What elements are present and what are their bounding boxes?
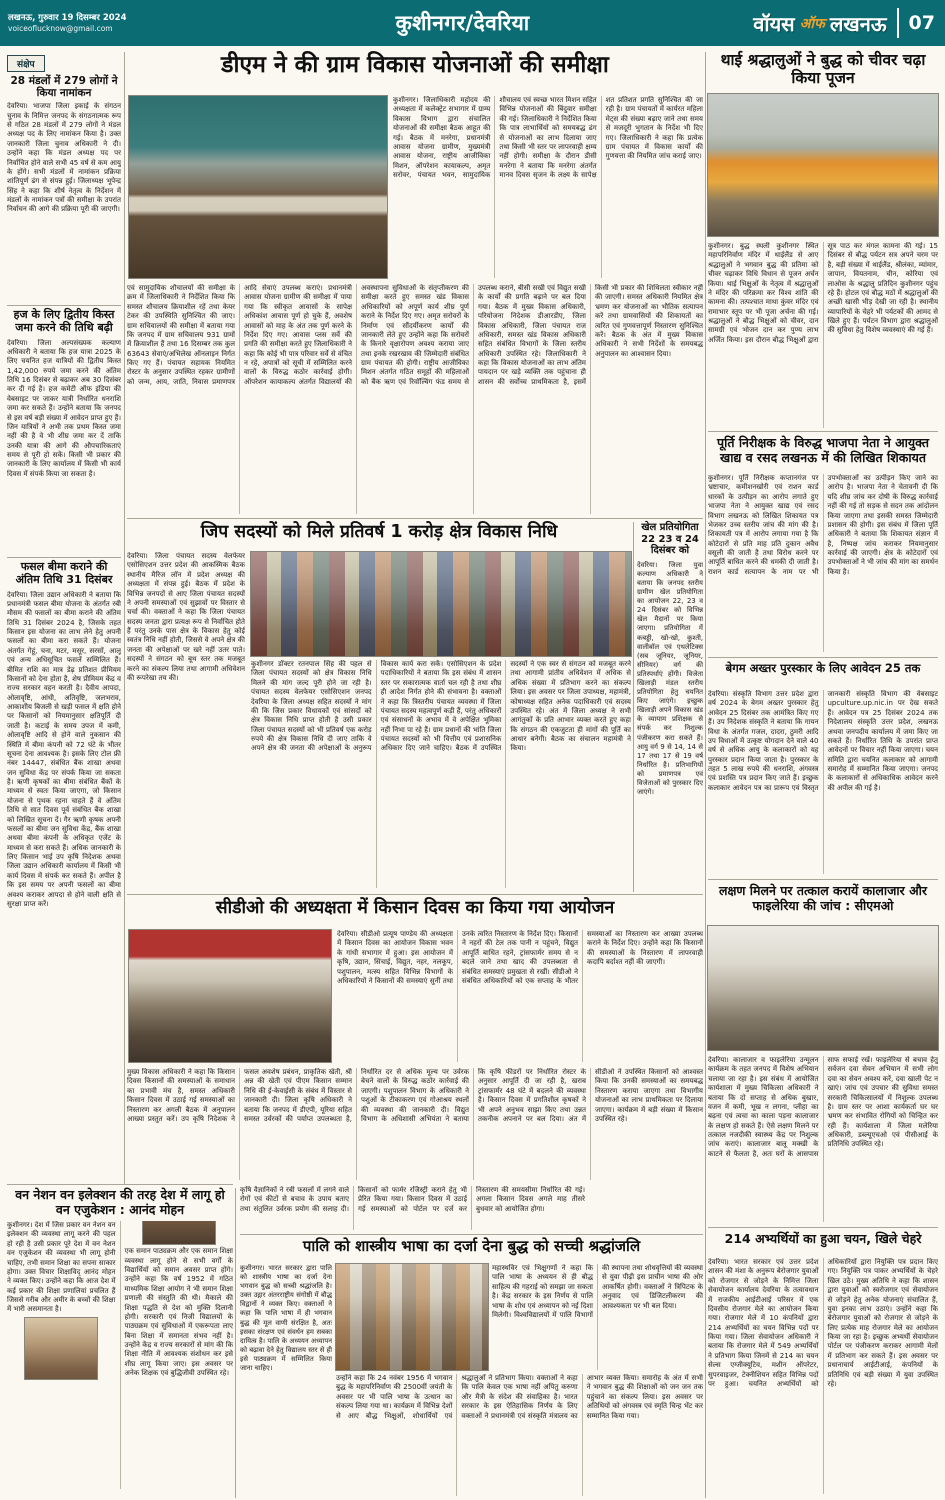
divider (240, 1234, 703, 1235)
haj-headline: हज के लिए द्वितीय किस्त जमा करने की तिथि बढ़ी (13, 308, 115, 334)
kisan-body-more: मुख्य विकास अधिकारी ने कहा कि किसान दिवस किसानों की समस्याओं के समाधान का प्रभावी मंच है, समस्त अधिकारी किसान दिवस में उठाई गई समस्याओं का निस्तारण कर अगली बैठक में अनुपालन आख्या प्रस्तुत करें। उप कृषि निदेशक ने फसल अवशेष प्रबंधन, प्राकृतिक खेती, श्री अन्न की खेती एवं पीएम किसान सम्मान निधि की ई-केवाईसी के संबंध में विस्तार से जानकारी दी। जिला कृषि अधिकारी ने बताया कि जनपद में डीएपी, यूरिया सहित समस्त उर्वरकों की पर्याप्त उपलब्धता है, निर्धारित दर से अधिक मूल्य पर उर्वरक बेचने वालों के विरुद्ध कठोर कार्रवाई की जाएगी। पशुपालन विभाग के अधिकारी ने पशुओं के टीकाकरण एवं गोआश्रय स्थलों की व्यवस्था की जानकारी दी। विद्युत विभाग के अधिशासी अभियंता ने बताया कि कृषि फीडरों पर निर्धारित रोस्टर के अनुसार आपूर्ति दी जा रही है, खराब ट्रांसफार्मर 48 घंटे में बदलने की व्यवस्था है। किसान दिवस में प्रगतिशील कृषकों ने भी अपने अनुभव साझा किए तथा उन्नत तकनीक अपनाने पर बल दिया। अंत में सीडीओ ने उपस्थित किसानों को आश्वस्त किया कि उनकी समस्याओं का समयबद्ध निस्तारण कराया जाएगा तथा विभागीय योजनाओं का लाभ प्राथमिकता पर दिलाया जाएगा। कार्यक्रम में बड़ी संख्या में किसान उपस्थित रहे। (127, 1068, 703, 1123)
zip-body-more: कुशीनगर डॉक्टर रतनपाल सिंह की पहल से जिला पंचायत सदस्यों को क्षेत्र विकास निधि मिलने की मांग जल्द पूरी होने जा रही है। पंचायत सदस्य वेलफेयर एसोसिएशन जनपद देवरिया के जिला अध्यक्ष सहित सदस्यों ने मांग की कि जिस प्रकार विधायकों एवं सांसदों को क्षेत्र विकास निधि प्राप्त होती है उसी प्रकार जिला पंचायत सदस्यों को भी प्रतिवर्ष एक करोड़ रुपये की क्षेत्र विकास निधि दी जाए ताकि वे अपने क्षेत्र की जनता की अपेक्षाओं के अनुरूप विकास कार्य करा सकें। एसोसिएशन के प्रदेश पदाधिकारियों ने बताया कि इस संबंध में शासन स्तर पर सकारात्मक वार्ता चल रही है तथा शीघ्र ही आदेश निर्गत होने की संभावना है। वक्ताओं ने कहा कि त्रिस्तरीय पंचायत व्यवस्था में जिला पंचायत सदस्य महत्वपूर्ण कड़ी हैं, परंतु अधिकारों एवं संसाधनों के अभाव में वे अपेक्षित भूमिका नहीं निभा पा रहे हैं। ग्राम प्रधानों की भांति जिला पंचायत सदस्यों को भी वित्तीय एवं प्रशासनिक अधिकार दिए जाने चाहिए। बैठक में उपस्थित सदस्यों ने एक स्वर से संगठन को मजबूत करने तथा आगामी प्रांतीय अधिवेशन में अधिक से अधिक संख्या में प्रतिभाग करने का संकल्प लिया। इस अवसर पर जिला उपाध्यक्ष, महामंत्री, कोषाध्यक्ष सहित अनेक पदाधिकारी एवं सदस्य उपस्थित रहे। अंत में जिला अध्यक्ष ने सभी आगंतुकों के प्रति आभार व्यक्त करते हुए कहा कि संगठन की एकजुटता ही मांगों की पूर्ति का आधार बनेगी। बैठक का संचालन महामंत्री ने किया। (251, 660, 631, 753)
masthead (753, 8, 945, 38)
masthead-divider (897, 8, 899, 38)
kisan-body-tail: कृषि वैज्ञानिकों ने रबी फसलों में लगने वाले रोगों एवं कीटों से बचाव के उपाय बताए तथा संतुलित उर्वरक प्रयोग की सलाह दी। किसानों को फार्मर रजिस्ट्री कराने हेतु भी प्रेरित किया गया। किसान दिवस में उठाई गई समस्याओं को पोर्टल पर दर्ज कर निस्तारण की समयसीमा निर्धारित की गई। अगला किसान दिवस अगले माह तीसरे बुधवार को आयोजित होगा। (240, 1186, 585, 1213)
divider (633, 522, 634, 892)
one-nation-body (7, 1221, 233, 1489)
divider (7, 305, 121, 306)
divider (124, 52, 125, 1184)
purti-headline: पूर्ति निरीक्षक के विरुद्ध भाजपा नेता ने आयुक्त खाद्य व रसद लखनऊ में की लिखित शिकायत (717, 435, 929, 465)
kisan-headline: सीडीओ की अध्यक्षता में किसान दिवस का किया गया आयोजन (215, 898, 615, 918)
divider (708, 879, 938, 880)
briefs-headline: 28 मंडलों में 279 लोगों ने किया नामांकन (10, 75, 118, 100)
edition-title: कुशीनगर/देवरिया (395, 11, 530, 35)
article-purti-complaint (708, 436, 938, 654)
article-thai-devotees (708, 52, 938, 430)
contact-email: voiceoflucknow@gmail.com (8, 24, 113, 34)
pali-body-more: उन्होंने कहा कि 24 नवंबर 1956 में भगवान बुद्ध के महापरिनिर्वाण की 2500वीं जयंती के अवसर पर भी पालि भाषा के उत्थान का संकल्प लिया गया था। कार्यक्रम में विभिन्न देशों से आए बौद्ध भिक्षुओं, शोधार्थियों एवं श्रद्धालुओं ने प्रतिभाग किया। वक्ताओं ने कहा कि पालि केवल एक भाषा नहीं अपितु करुणा और मैत्री के संदेश की संवाहिका है। भारत सरकार के इस ऐतिहासिक निर्णय के लिए वक्ताओं ने प्रधानमंत्री एवं संस्कृति मंत्रालय का आभार व्यक्त किया। समारोह के अंत में सभी ने भगवान बुद्ध की शिक्षाओं को जन जन तक पहुंचाने का संकल्प लिया। इस अवसर पर अतिथियों को अंगवस्त्र एवं स्मृति चिन्ह भेंट कर सम्मानित किया गया। (336, 1374, 703, 1420)
briefs-section-label: संक्षेप (7, 55, 45, 72)
thai-body: कुशीनगर। बुद्ध स्थली कुशीनगर स्थित महापरिनिर्वाण मंदिर में थाईलैंड से आए श्रद्धालुओं ने भगवान बुद्ध की प्रतिमा को चीवर चढ़ाकर विधि विधान से पूजन अर्चन किया। थाई भिक्षुओं के नेतृत्व में श्रद्धालुओं ने मंदिर की परिक्रमा कर विश्व शांति की कामना की। तत्पश्चात माथा कुंवर मंदिर एवं रामाभार स्तूप पर भी पूजा अर्चना की गई। श्रद्धालुओं ने बौद्ध भिक्षुओं को चीवर, दान सामग्री एवं भोजन दान कर पुण्य लाभ अर्जित किया। इस दौरान बौद्ध भिक्षुओं द्वारा सूत्र पाठ कर मंगल कामना की गई। 15 दिसंबर से बौद्ध पर्यटन सत्र अपने चरम पर है, बड़ी संख्या में थाईलैंड, श्रीलंका, म्यांमार, जापान, वियतनाम, चीन, कोरिया एवं लाओस के श्रद्धालु प्रतिदिन कुशीनगर पहुंच रहे हैं। होटल एवं बौद्ध मठों में श्रद्धालुओं की अच्छी खासी भीड़ देखी जा रही है। स्थानीय व्यापारियों के चेहरे भी पर्यटकों की आमद से खिले हुए हैं। पर्यटन विभाग द्वारा श्रद्धालुओं की सुविधा हेतु विशेष व्यवस्थाएं की गई हैं। (708, 242, 938, 344)
dm-review-meeting-photo (129, 96, 387, 278)
masthead-word-lucknow: लखनऊ (829, 11, 887, 36)
dm-body-lead: कुशीनगर। जिलाधिकारी महोदय की अध्यक्षता में कलेक्ट्रेट सभागार में ग्राम्य विकास विभाग द्वारा संचालित योजनाओं की समीक्षा बैठक आहूत की गई। बैठक में मनरेगा, प्रधानमंत्री आवास योजना ग्रामीण, मुख्यमंत्री आवास योजना, राष्ट्रीय आजीविका मिशन, ऑपरेशन कायाकल्प, अमृत सरोवर, पंचायत भवन, सामुदायिक शौचालय एवं स्वच्छ भारत मिशन सहित विभिन्न योजनाओं की बिंदुवार समीक्षा की गई। जिलाधिकारी ने निर्देशित किया कि पात्र लाभार्थियों को समयबद्ध ढंग से योजनाओं का लाभ दिलाया जाए तथा किसी भी स्तर पर लापरवाही क्षम्य नहीं होगी। समीक्षा के दौरान डीसी मनरेगा ने बताया कि मनरेगा अंतर्गत मानव दिवस सृजन के लक्ष्य के सापेक्ष शत प्रतिशत प्रगति सुनिश्चित की जा रही है। ग्राम पंचायतों में कार्यरत महिला मेट्स की संख्या बढ़ाए जाने तथा समय से मजदूरी भुगतान के निर्देश भी दिए गए। जिलाधिकारी ने कहा कि प्रत्येक ग्राम पंचायत में विकास कार्यों की गुणवत्ता की नियमित जांच कराई जाए। (393, 96, 703, 179)
kisan-body-lead: देवरिया। सीडीओ प्रत्यूष पाण्डेय की अध्यक्षता में किसान दिवस का आयोजन विकास भवन के गांधी सभागार में हुआ। इस आयोजन में कृषि, उद्यान, सिंचाई, विद्युत, नहर, नलकूप, पशुपालन, मत्स्य सहित विभिन्न विभागों के अधिकारियों ने किसानों की समस्याएं सुनीं तथा उनके त्वरित निस्तारण के निर्देश दिए। किसानों ने नहरों की टेल तक पानी न पहुंचने, विद्युत आपूर्ति बाधित रहने, ट्रांसफार्मर समय से न बदले जाने तथा खाद की उपलब्धता से संबंधित समस्याएं प्रमुखता से रखीं। सीडीओ ने संबंधित अधिकारियों को एक सप्ताह के भीतर समस्याओं का निस्तारण कर आख्या उपलब्ध कराने के निर्देश दिए। उन्होंने कहा कि किसानों की समस्याओं के निस्तारण में लापरवाही कदापि बर्दाश्त नहीं की जाएगी। (337, 930, 703, 985)
edition-dateline: लखनऊ, गुरुवार 19 दिसम्बर 2024 (8, 12, 127, 23)
one-nation-headline: वन नेशन वन इलेक्शन की तरह देश में लागू हो वन एजुकेशन : आनंद मोहन (15, 1187, 225, 1217)
begum-headline: बेगम अख्तर पुरस्कार के लिए आवेदन 25 तक (725, 661, 921, 675)
divider (708, 431, 938, 432)
article-kalazar (708, 884, 938, 1224)
article-one-nation (7, 1188, 233, 1496)
divider (705, 52, 706, 1498)
masthead-word-of: ऑफ (799, 15, 825, 32)
pali-body-lead: कुशीनगर। भारत सरकार द्वारा पालि को शास्त्रीय भाषा का दर्जा देना भगवान बुद्ध को सच्ची श्रद्धांजलि है। उक्त उद्गार अंतरराष्ट्रीय संगोष्ठी में बौद्ध विद्वानों ने व्यक्त किए। वक्ताओं ने कहा कि पालि भाषा में ही भगवान बुद्ध की मूल वाणी संरक्षित है, अतः इसका संरक्षण एवं संवर्धन हम सबका दायित्व है। पालि के अध्ययन अध्यापन को बढ़ावा देने हेतु विद्यालय स्तर से ही इसे पाठ्यक्रम में सम्मिलित किया जाना चाहिए। (240, 1264, 332, 1373)
divider (127, 894, 703, 895)
khel-headline: खेल प्रतियोगिता 22 23 व 24 दिसंबर को (641, 522, 699, 557)
article-haj (7, 309, 121, 555)
one-nation-text-1: कुशीनगर। देश में जिस प्रकार वन नेशन वन इलेक्शन की व्यवस्था लागू करने की पहल हो रही है उसी प्रकार पूरे देश में वन नेशन वन एजुकेशन की व्यवस्था भी लागू होनी चाहिए, तभी समान शिक्षा का सपना साकार होगा। उक्त विचार शिक्षाविद् आनंद मोहन ने व्यक्त किए। उन्होंने कहा कि आज देश में कई प्रकार की शिक्षा प्रणालियां प्रचलित हैं जिससे गरीब और अमीर के बच्चों की शिक्षा में भारी असमानता है। (7, 1221, 116, 1314)
thai-headline: थाई श्रद्धालुओं ने बुद्ध को चीवर चढ़ा किया पूजन (720, 51, 926, 87)
article-kisan-diwas (127, 898, 703, 1232)
kalazar-body: देवरिया। कालाजार व फाइलेरिया उन्मूलन कार्यक्रम के तहत जनपद में विशेष अभियान चलाया जा रहा है। इस संबंध में आयोजित कार्यशाला में मुख्य चिकित्सा अधिकारी ने बताया कि दो सप्ताह से अधिक बुखार, वजन में कमी, भूख न लगना, प्लीहा का बढ़ना एवं त्वचा का काला पड़ना कालाजार के लक्षण हो सकते हैं। ऐसे लक्षण मिलने पर तत्काल नजदीकी स्वास्थ्य केंद्र पर निशुल्क जांच कराएं। कालाजार बालू मक्खी के काटने से फैलता है, अतः घरों के आसपास साफ सफाई रखें। फाइलेरिया से बचाव हेतु सर्वजन दवा सेवन अभियान में सभी लोग दवा का सेवन अवश्य करें, दवा खाली पेट न खाएं। जांच एवं उपचार की सुविधा समस्त सरकारी चिकित्सालयों में निशुल्क उपलब्ध है। ग्राम स्तर पर आशा कार्यकर्ता घर घर भ्रमण कर संभावित रोगियों को चिन्हित कर रही हैं। कार्यशाला में जिला मलेरिया अधिकारी, डब्ल्यूएचओ एवं पीसीआई के प्रतिनिधि उपस्थित रहे। (708, 1056, 938, 1158)
chayan-headline: 214 अभ्यर्थियों का हुआ चयन, खिले चेहरे (724, 1231, 922, 1246)
page-number: 07 (908, 12, 935, 34)
article-rojgar-chayan (708, 1232, 938, 1496)
kisan-diwas-meeting-photo (129, 930, 331, 1062)
pali-body-right: महास्थविर एवं भिक्षुगणों ने कहा कि पालि भाषा के अध्ययन से ही बौद्ध साहित्य की गहराई को समझा जा सकता है। केंद्र सरकार के इस निर्णय से पालि भाषा के शोध एवं अध्यापन को नई दिशा मिलेगी। विश्वविद्यालयों में पालि विभागों की स्थापना तथा शोधवृत्तियों की व्यवस्था से युवा पीढ़ी इस प्राचीन भाषा की ओर आकर्षित होगी। वक्ताओं ने त्रिपिटक के अनुवाद एवं डिजिटलीकरण की आवश्यकता पर भी बल दिया। (492, 1264, 703, 1319)
briefs-body: देवरिया। भाजपा जिला इकाई के संगठन चुनाव के निमित्त जनपद के संगठनात्मक रूप से गठित 28 मंडलों में 279 लोगों ने मंडल अध्यक्ष पद के लिए नामांकन किया है। उक्त जानकारी जिला चुनाव अधिकारी ने दी। उन्होंने कहा कि मंडल अध्यक्ष पद पर निर्वाचित होने वाले सभी 45 वर्ष से कम आयु के होंगे। सभी मंडलों में नामांकन प्रक्रिया शांतिपूर्ण ढंग से संपन्न हुई। जिलाध्यक्ष भूपेन्द्र सिंह ने कहा कि शीर्ष नेतृत्व के निर्देशन में मंडलों के नामांकन पत्रों की समीक्षा के उपरांत निर्वाचन की आगे की प्रक्रिया पूरी की जाएगी। (7, 102, 121, 214)
divider (127, 518, 703, 519)
article-briefs (7, 52, 121, 302)
divider (235, 1188, 236, 1498)
divider (708, 657, 938, 658)
haj-body: देवरिया। जिला अल्पसंख्यक कल्याण अधिकारी ने बताया कि हज यात्रा 2025 के लिए चयनित हज यात्रियों की द्वितीय किस्त 1,42,000 रुपये जमा करने की अंतिम तिथि 16 दिसंबर से बढ़ाकर अब 30 दिसंबर कर दी गई है। हज कमेटी ऑफ इंडिया की वेबसाइट पर जाकर यात्री निर्धारित धनराशि जमा कर सकते हैं। उन्होंने बताया कि जनपद से इस वर्ष बड़ी संख्या में आवेदन प्राप्त हुए हैं। जिन यात्रियों ने अभी तक प्रथम किस्त जमा नहीं की है वे भी शीघ्र जमा कर दें ताकि उनकी यात्रा की आगे की औपचारिकताएं समय से पूरी हो सकें। किसी भी प्रकार की जानकारी के लिए कार्यालय में किसी भी कार्य दिवस में संपर्क किया जा सकता है। (7, 338, 121, 478)
begum-body: देवरिया। संस्कृति विभाग उत्तर प्रदेश द्वारा वर्ष 2024 के बेगम अख्तर पुरस्कार हेतु आवेदन 25 दिसंबर तक आमंत्रित किए गए हैं। उप निदेशक संस्कृति ने बताया कि गायन विधा के अंतर्गत गजल, दादरा, ठुमरी आदि उप विधाओं में उत्कृष्ट योगदान देने वाले 40 वर्ष से अधिक आयु के कलाकारों को यह पुरस्कार प्रदान किया जाता है। पुरस्कार के तहत 5 लाख रुपये की धनराशि, अंगवस्त्र एवं प्रशस्ति पत्र प्रदान किए जाते हैं। इच्छुक कलाकार आवेदन पत्र का प्रारूप एवं विस्तृत जानकारी संस्कृति विभाग की वेबसाइट upculture.up.nic.in पर देख सकते हैं। आवेदन पत्र 25 दिसंबर 2024 तक निदेशालय संस्कृति उत्तर प्रदेश, लखनऊ अथवा जनपदीय कार्यालय में जमा किए जा सकते हैं। निर्धारित तिथि के उपरांत प्राप्त आवेदनों पर विचार नहीं किया जाएगा। चयन समिति द्वारा चयनित कलाकार को आगामी समारोह में सम्मानित किया जाएगा। जनपद के कलाकारों से अधिकाधिक आवेदन करने की अपील की गई है। (708, 690, 938, 792)
article-pali (240, 1238, 703, 1498)
dm-headline: डीएम ने की ग्राम विकास योजनाओं की समीक्षा (221, 52, 609, 78)
fasal-body: देवरिया। जिला उद्यान अधिकारी ने बताया कि प्रधानमंत्री फसल बीमा योजना के अंतर्गत रबी मौसम की फसलों का बीमा कराने की अंतिम तिथि 31 दिसंबर 2024 है, जिसके तहत किसान इस योजना का लाभ लेने हेतु अपनी फसलों का बीमा करा सकते हैं। योजना अंतर्गत गेहूं, चना, मटर, मसूर, सरसों, आलू एवं अन्य अधिसूचित फसलें सम्मिलित हैं। बीमित राशि का मात्र डेढ़ प्रतिशत प्रीमियम किसानों को देना होता है, शेष प्रीमियम केंद्र व राज्य सरकार वहन करती है। दैवीय आपदा, ओलावृष्टि, आंधी, अतिवृष्टि, जलभराव, आकाशीय बिजली से खड़ी फसल में क्षति होने पर किसानों को नियमानुसार क्षतिपूर्ति दी जाती है। कटाई के समय उपज में कमी, ओलावृष्टि आदि से होने वाले नुकसान की स्थिति में बीमा कंपनी को 72 घंटे के भीतर सूचना देना आवश्यक है। इसके लिए टोल फ्री नंबर 14447, संबंधित बैंक शाखा अथवा जन सुविधा केंद्र पर संपर्क किया जा सकता है। ऋणी कृषकों का बीमा संबंधित बैंकों के माध्यम से स्वतः किया जाएगा, जो किसान योजना से पृथक रहना चाहते हैं वे अंतिम तिथि से सात दिवस पूर्व संबंधित बैंक शाखा को लिखित सूचना दें। गैर ऋणी कृषक अपनी फसलों का बीमा जन सुविधा केंद्र, बैंक शाखा अथवा बीमा कंपनी के अधिकृत एजेंट के माध्यम से करा सकते हैं। अधिक जानकारी के लिए किसान भाई उप कृषि निदेशक अथवा जिला उद्यान अधिकारी कार्यालय में किसी भी कार्य दिवस में संपर्क कर सकते हैं। अपील है कि इस समय पर अपनी फसलों का बीमा अवश्य कराकर आपदा से होने वाली क्षति से सुरक्षा प्राप्त करें। (7, 590, 121, 908)
zip-body-lead: देवरिया। जिला पंचायत सदस्य वेलफेयर एसोसिएशन उत्तर प्रदेश की आकस्मिक बैठक स्थानीय मैरिज लॉन में प्रदेश अध्यक्ष की अध्यक्षता में संपन्न हुई। बैठक में प्रदेश के विभिन्न जनपदों से आए जिला पंचायत सदस्यों ने अपनी समस्याओं एवं सुझावों पर विस्तार से चर्चा की। वक्ताओं ने कहा कि जिला पंचायत सदस्य जनता द्वारा प्रत्यक्ष रूप से निर्वाचित होते हैं परंतु उनके पास क्षेत्र के विकास हेतु कोई स्वतंत्र निधि नहीं होती, जिससे वे अपने क्षेत्र की जनता की अपेक्षाओं पर खरे नहीं उतर पाते। सदस्यों ने संगठन को बूथ स्तर तक मजबूत करने का संकल्प लिया तथा आगामी अधिवेशन की रूपरेखा तय की। (127, 552, 245, 682)
divider (7, 557, 121, 558)
one-nation-text-2: एक समान पाठ्यक्रम और एक समान शिक्षा व्यवस्था लागू होने से सभी वर्गों के विद्यार्थियों को समान अवसर प्राप्त होंगे। उन्होंने कहा कि वर्ष 1952 में गठित माध्यमिक शिक्षा आयोग ने भी समान शिक्षा प्रणाली की संस्तुति की थी। मैकाले की शिक्षा पद्धति से देश को मुक्ति दिलानी होगी। सरकारी एवं निजी विद्यालयों के पाठ्यक्रम एवं सुविधाओं में एकरूपता लाए बिना शिक्षा में समानता संभव नहीं है। उन्होंने केंद्र व राज्य सरकारों से मांग की कि शिक्षा नीति में आवश्यक संशोधन कर इसे शीघ्र लागू किया जाए। इस अवसर पर अनेक शिक्षक एवं बुद्धिजीवी उपस्थित रहे। (124, 1247, 233, 1378)
khel-body: देवरिया। जिला युवा कल्याण अधिकारी ने बताया कि जनपद स्तरीय ग्रामीण खेल प्रतियोगिता का आयोजन 22, 23 व 24 दिसंबर को विभिन्न खेल मैदानों पर किया जाएगा। प्रतियोगिता में कबड्डी, खो-खो, कुश्ती, वालीबॉल एवं एथलेटिक्स (सब जूनियर, जूनियर, सीनियर) वर्ग की प्रतिस्पर्धाएं होंगी। विजेता खिलाड़ी मंडल स्तरीय प्रतियोगिता हेतु चयनित किए जाएंगे। इच्छुक खिलाड़ी अपने विकास खंड के व्यायाम प्रशिक्षक से संपर्क कर निशुल्क पंजीकरण करा सकते हैं। आयु वर्ग 9 से 14, 14 से 17 तथा 17 से 19 वर्ष निर्धारित है। प्रतिभागियों को प्रमाणपत्र एवं विजेताओं को पुरस्कार दिए जाएंगे। (637, 560, 703, 797)
article-begum-akhtar (708, 662, 938, 876)
kalazar-headline: लक्षण मिलने पर तत्काल करायें कालाजार और फाइलेरिया की जांच : सीएमओ (718, 883, 927, 913)
chayan-body: देवरिया। भारत सरकार एवं उत्तर प्रदेश शासन की मंशा के अनुरूप बेरोजगार युवाओं को रोजगार से जोड़ने के निमित्त जिला सेवायोजन कार्यालय देवरिया के तत्वावधान में राजकीय आईटीआई परिसर में एक दिवसीय रोजगार मेले का आयोजन किया गया। रोजगार मेले में 10 कंपनियों द्वारा 214 अभ्यर्थियों का चयन विभिन्न पदों पर किया गया। जिला सेवायोजन अधिकारी ने बताया कि रोजगार मेले में 549 अभ्यर्थियों ने प्रतिभाग किया जिनमें से 214 का चयन सेल्स एग्जीक्यूटिव, मशीन ऑपरेटर, सुपरवाइजर, टेक्नीशियन सहित विभिन्न पदों पर हुआ। चयनित अभ्यर्थियों को अधिकारियों द्वारा नियुक्ति पत्र प्रदान किए गए। नियुक्ति पत्र पाकर अभ्यर्थियों के चेहरे खिल उठे। मुख्य अतिथि ने कहा कि शासन द्वारा युवाओं को स्वरोजगार एवं सेवायोजन से जोड़ने हेतु अनेक योजनाएं संचालित हैं, युवा इनका लाभ उठाएं। उन्होंने कहा कि बेरोजगार युवाओं को रोजगार से जोड़ने के लिए प्रत्येक माह रोजगार मेले का आयोजन किया जा रहा है। इच्छुक अभ्यर्थी सेवायोजन पोर्टल पर पंजीकरण कराकर आगामी मेलों में प्रतिभाग कर सकते हैं। इस अवसर पर प्रधानाचार्य आईटीआई, कंपनियों के प्रतिनिधि एवं बड़ी संख्या में युवा उपस्थित रहे। (708, 1258, 938, 1388)
masthead-bar (0, 0, 945, 46)
divider (708, 1227, 938, 1228)
kalazar-workshop-photo (708, 926, 938, 1050)
pali-headline: पालि को शास्त्रीय भाषा का दर्जा देना बुद्ध को सच्ची श्रद्धांजलि (302, 1237, 641, 1255)
fasal-headline: फसल बीमा कराने की अंतिम तिथि 31 दिसंबर (15, 560, 113, 586)
article-fasal-bima (7, 561, 121, 1182)
article-zip-fund (127, 522, 631, 890)
thai-devotees-photo (708, 94, 938, 236)
zip-headline: जिप सदस्यों को मिले प्रतिवर्ष 1 करोड़ क्षेत्र विकास निधि (200, 522, 558, 542)
masthead-word-voice: वॉयस (753, 11, 795, 36)
article-dm-review (127, 52, 703, 516)
zip-members-group-photo (251, 552, 631, 656)
dateline-block (0, 13, 172, 33)
pali-seminar-photo (336, 1264, 488, 1370)
article-khel (637, 522, 703, 892)
dm-body-more: एवं सामुदायिक शौचालयों की समीक्षा के क्रम में जिलाधिकारी ने निर्देशित किया कि समस्त शौचालय क्रियाशील रहें तथा केयर टेकर की उपस्थिति सुनिश्चित की जाए। ग्राम सचिवालयों की समीक्षा में बताया गया कि जनपद में ग्राम सचिवालय 931 ग्रामों में क्रियाशील हैं तथा 16 दिसम्बर तक कुल 63643 सेवाएं/अभिलेख ऑनलाइन निर्गत किए गए हैं। पंचायत सहायक नियमित रोस्टर के अनुसार उपस्थित रहकर ग्रामीणों को जन्म, आय, जाति, निवास प्रमाणपत्र आदि सेवाएं उपलब्ध कराएं। प्रधानमंत्री आवास योजना ग्रामीण की समीक्षा में पाया गया कि स्वीकृत आवासों के सापेक्ष अधिकांश आवास पूर्ण हो चुके हैं, अवशेष आवासों को माह के अंत तक पूर्ण करने के निर्देश दिए गए। आवास प्लस सर्वे की प्रगति की समीक्षा करते हुए जिलाधिकारी ने कहा कि कोई भी पात्र परिवार सर्वे से वंचित न रहे, अपात्रों को सूची में सम्मिलित करने वालों के विरुद्ध कठोर कार्रवाई होगी। ऑपरेशन कायाकल्प अंतर्गत विद्यालयों की अवस्थापना सुविधाओं के संतृप्तीकरण की समीक्षा करते हुए समस्त खंड विकास अधिकारियों को अपूर्ण कार्य शीघ्र पूर्ण कराने के निर्देश दिए गए। अमृत सरोवरों के निर्माण एवं सौंदर्यीकरण कार्यों की जानकारी लेते हुए उन्होंने कहा कि सरोवरों के किनारे वृक्षारोपण अवश्य कराया जाए तथा इनके रखरखाव की जिम्मेदारी संबंधित ग्राम पंचायत की होगी। राष्ट्रीय आजीविका मिशन अंतर्गत गठित समूहों की महिलाओं को बैंक ऋण एवं रिवॉल्विंग फंड समय से उपलब्ध कराने, बीसी सखी एवं विद्युत सखी के कार्यों की प्रगति बढ़ाने पर बल दिया गया। बैठक में मुख्य विकास अधिकारी, परियोजना निदेशक डीआरडीए, जिला विकास अधिकारी, जिला पंचायत राज अधिकारी, समस्त खंड विकास अधिकारी सहित संबंधित विभागों के जिला स्तरीय अधिकारी उपस्थित रहे। जिलाधिकारी ने कहा कि विकास योजनाओं का लाभ अंतिम पायदान पर खड़े व्यक्ति तक पहुंचाना ही शासन की सर्वोच्च प्राथमिकता है, इसमें किसी भी प्रकार की शिथिलता स्वीकार नहीं की जाएगी। समस्त अधिकारी नियमित क्षेत्र भ्रमण कर योजनाओं का भौतिक सत्यापन करें तथा ग्रामवासियों की शिकायतों का त्वरित एवं गुणवत्तापूर्ण निस्तारण सुनिश्चित करें। बैठक के अंत में मुख्य विकास अधिकारी ने सभी निर्देशों के समयबद्ध अनुपालन का आश्वासन दिया। (127, 284, 703, 386)
purti-body: कुशीनगर। पूर्ति निरीक्षक कप्तानगंज पर भ्रष्टाचार, कमीशनखोरी एवं राशन कार्ड धारकों के उत्पीड़न का आरोप लगाते हुए भाजपा नेता ने आयुक्त खाद्य एवं रसद विभाग लखनऊ को लिखित शिकायत पत्र भेजकर उच्च स्तरीय जांच की मांग की है। शिकायती पत्र में आरोप लगाया गया है कि कोटेदारों से प्रति माह प्रति दुकान अवैध वसूली की जाती है तथा विरोध करने पर आपूर्ति बाधित करने की धमकी दी जाती है। राशन कार्ड सत्यापन के नाम पर भी उपभोक्ताओं का उत्पीड़न किए जाने का आरोप है। भाजपा नेता ने चेतावनी दी कि यदि शीघ्र जांच कर दोषी के विरुद्ध कार्रवाई नहीं की गई तो सड़क से सदन तक आंदोलन किया जाएगा तथा इसकी समस्त जिम्मेदारी प्रशासन की होगी। इस संबंध में जिला पूर्ति अधिकारी ने बताया कि शिकायत संज्ञान में है, निष्पक्ष जांच कराकर नियमानुसार कार्रवाई की जाएगी। क्षेत्र के कोटेदारों एवं उपभोक्ताओं ने भी जांच की मांग का समर्थन किया है। (708, 474, 938, 576)
